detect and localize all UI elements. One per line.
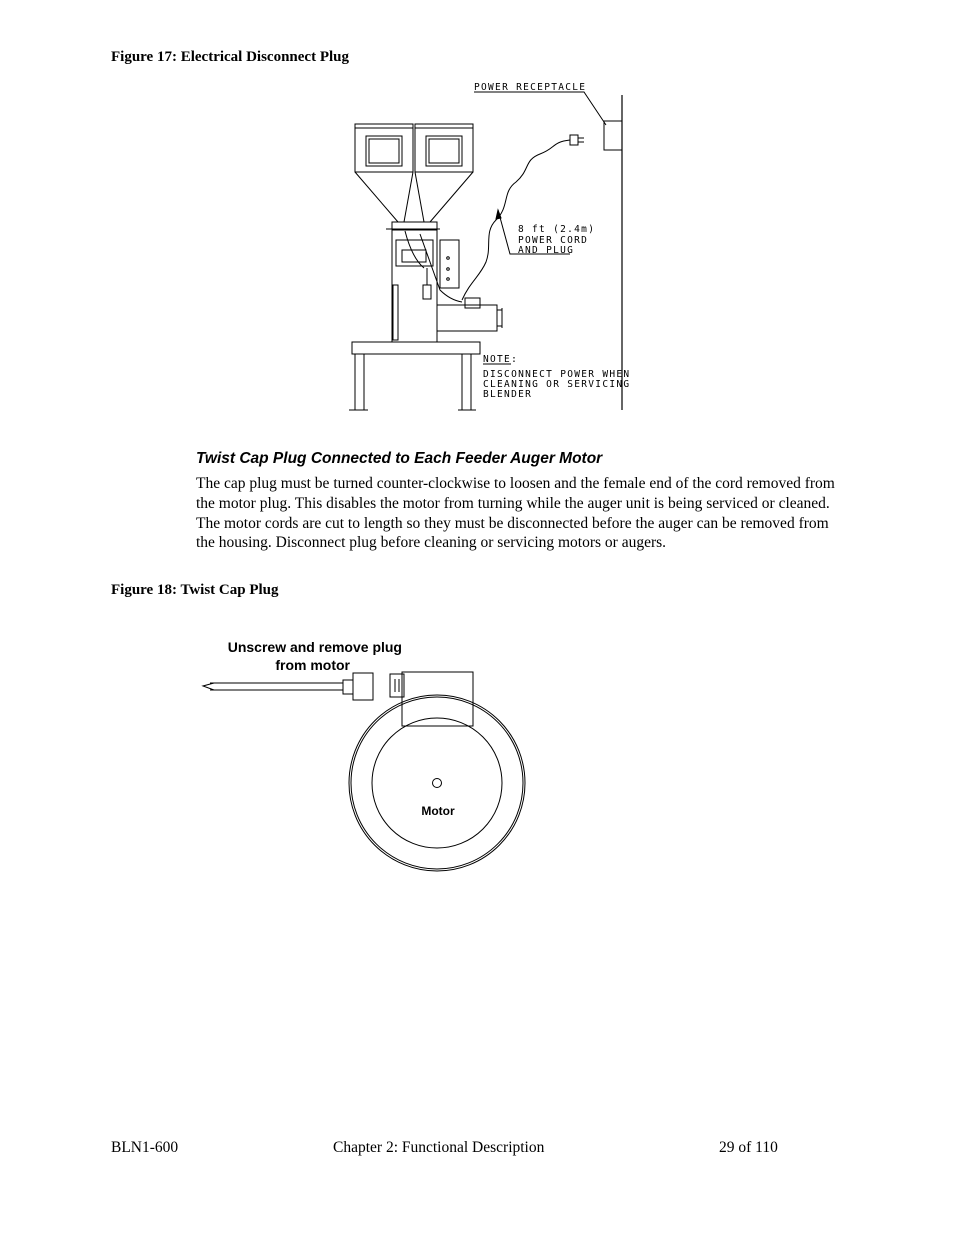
callout-line-1: Unscrew and remove plug [227, 639, 402, 655]
footer-page-number: 29 of 110 [719, 1139, 778, 1156]
section-heading: Twist Cap Plug Connected to Each Feeder Auger Motor [196, 450, 603, 467]
figure-18-caption: Figure 18: Twist Cap Plug [111, 582, 279, 598]
note-line-2: CLEANING OR SERVICING [483, 379, 631, 390]
cord-length-label: 8 ft (2.4m) [518, 224, 596, 235]
footer-chapter: Chapter 2: Functional Description [333, 1139, 545, 1156]
note-line-1: DISCONNECT POWER WHEN [483, 369, 631, 380]
section-paragraph: The cap plug must be turned counter-clockwise to loosen and the female end of the cord removed from the motor plug. This disables the motor from turning while the auger unit is being serviced or cleaned. The motor cords are cut to length so they must be disconnected before the auger can be removed from the housing. Disconnect plug before cleaning or servicing motors or augers. [196, 475, 835, 552]
motor-label: Motor [421, 804, 455, 818]
figure-17-caption: Figure 17: Electrical Disconnect Plug [111, 49, 350, 65]
receptacle-label: POWER RECEPTACLE [474, 82, 587, 93]
cord-type-label: POWER CORD [518, 235, 589, 246]
callout-line-2: from motor [275, 657, 350, 673]
cord-plug-label: AND PLUG [518, 245, 575, 256]
note-line-3: BLENDER [483, 389, 533, 400]
footer-doc-id: BLN1-600 [111, 1139, 179, 1156]
note-title: NOTE: [483, 354, 519, 365]
